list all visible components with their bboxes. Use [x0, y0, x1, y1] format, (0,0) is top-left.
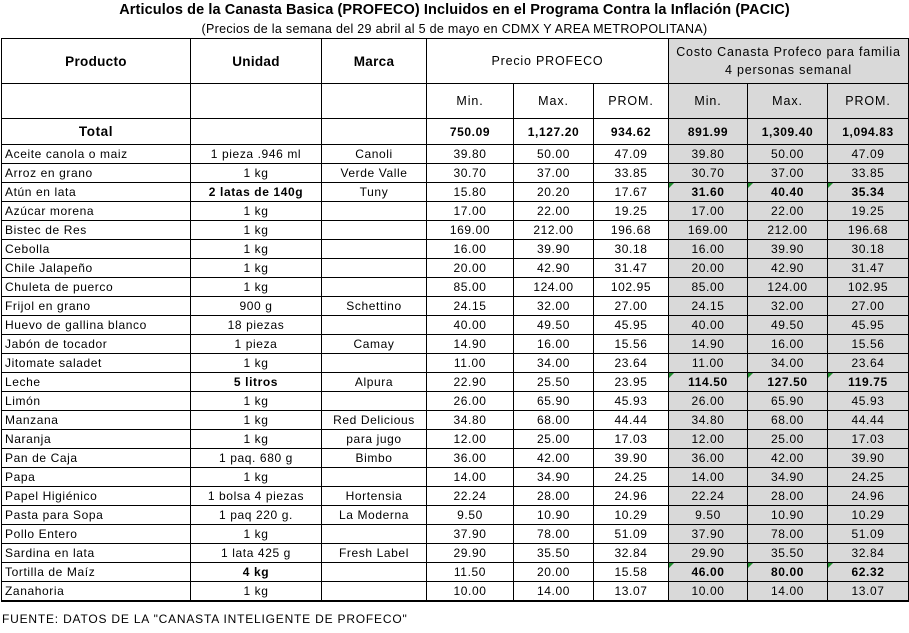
cell-precio-min: 20.00	[427, 259, 514, 278]
table-row	[2, 373, 909, 392]
cell-unidad: 1 lata 425 g	[191, 544, 322, 563]
cell-costo-max: 42.00	[748, 449, 828, 468]
cell-marca	[322, 582, 427, 602]
cell-costo-prom: 119.75	[828, 373, 909, 392]
cell-unidad: 18 piezas	[191, 316, 322, 335]
cell-unidad: 1 pieza .946 ml	[191, 145, 322, 164]
cell-producto: Manzana	[2, 411, 191, 430]
cell-costo-max: 49.50	[748, 316, 828, 335]
cell-costo-min: 12.00	[669, 430, 748, 449]
cell-producto: Zanahoria	[2, 582, 191, 602]
cell-precio-min: 22.90	[427, 373, 514, 392]
cell-precio-min: 29.90	[427, 544, 514, 563]
cell-producto: Arroz en grano	[2, 164, 191, 183]
cell-precio-prom: 23.95	[594, 373, 669, 392]
cell-costo-min: 20.00	[669, 259, 748, 278]
header-costo-canasta: Costo Canasta Profeco para familia 4 personas semanal	[669, 39, 909, 84]
total-label: Total	[2, 119, 191, 145]
cell-costo-min: 17.00	[669, 202, 748, 221]
cell-precio-prom: 32.84	[594, 544, 669, 563]
cell-costo-min: 29.90	[669, 544, 748, 563]
cell-precio-max: 124.00	[514, 278, 594, 297]
cell-precio-max: 14.00	[514, 582, 594, 602]
cell-precio-prom: 39.90	[594, 449, 669, 468]
cell-marca: Hortensia	[322, 487, 427, 506]
cell-unidad: 1 kg	[191, 354, 322, 373]
cell-costo-min: 9.50	[669, 506, 748, 525]
cell-costo-max: 127.50	[748, 373, 828, 392]
cell-costo-prom: 45.93	[828, 392, 909, 411]
cell-costo-min: 10.00	[669, 582, 748, 602]
cell-precio-min: 11.00	[427, 354, 514, 373]
table-row	[2, 563, 909, 582]
table-row	[2, 430, 909, 449]
cell-costo-max: 50.00	[748, 145, 828, 164]
cell-costo-prom: 44.44	[828, 411, 909, 430]
cell-costo-prom: 19.25	[828, 202, 909, 221]
cell-unidad: 1 kg	[191, 430, 322, 449]
cell-costo-prom: 24.96	[828, 487, 909, 506]
cell-precio-max: 32.00	[514, 297, 594, 316]
cell-precio-max: 50.00	[514, 145, 594, 164]
cell-costo-min: 26.00	[669, 392, 748, 411]
cell-precio-max: 25.50	[514, 373, 594, 392]
cell-precio-max: 16.00	[514, 335, 594, 354]
cell-costo-max: 16.00	[748, 335, 828, 354]
cell-costo-prom: 32.84	[828, 544, 909, 563]
cell-producto: Bistec de Res	[2, 221, 191, 240]
cell-costo-prom: 24.25	[828, 468, 909, 487]
subheader-precio-prom: PROM.	[594, 84, 669, 119]
total-precio-prom: 934.62	[594, 119, 669, 145]
cell-costo-min: 40.00	[669, 316, 748, 335]
cell-precio-min: 39.80	[427, 145, 514, 164]
cell-unidad: 5 litros	[191, 373, 322, 392]
cell-costo-min: 22.24	[669, 487, 748, 506]
cell-precio-prom: 19.25	[594, 202, 669, 221]
cell-marca	[322, 259, 427, 278]
cell-marca	[322, 392, 427, 411]
cell-unidad: 1 kg	[191, 468, 322, 487]
cell-marca	[322, 316, 427, 335]
table-row	[2, 316, 909, 335]
table-row	[2, 164, 909, 183]
table-row	[2, 335, 909, 354]
cell-costo-min: 31.60	[669, 183, 748, 202]
cell-costo-prom: 45.95	[828, 316, 909, 335]
cell-precio-prom: 15.58	[594, 563, 669, 582]
cell-unidad: 1 kg	[191, 278, 322, 297]
cell-marca	[322, 202, 427, 221]
cell-precio-min: 15.80	[427, 183, 514, 202]
cell-precio-max: 34.90	[514, 468, 594, 487]
cell-costo-prom: 27.00	[828, 297, 909, 316]
cell-precio-min: 26.00	[427, 392, 514, 411]
cell-costo-prom: 102.95	[828, 278, 909, 297]
cell-precio-prom: 15.56	[594, 335, 669, 354]
cell-precio-min: 14.00	[427, 468, 514, 487]
cell-costo-max: 28.00	[748, 487, 828, 506]
table-row	[2, 392, 909, 411]
cell-precio-min: 14.90	[427, 335, 514, 354]
cell-unidad: 1 pieza	[191, 335, 322, 354]
cell-producto: Pasta para Sopa	[2, 506, 191, 525]
cell-costo-max: 42.90	[748, 259, 828, 278]
cell-producto: Pollo Entero	[2, 525, 191, 544]
total-row	[2, 119, 909, 145]
cell-costo-prom: 30.18	[828, 240, 909, 259]
cell-precio-max: 20.20	[514, 183, 594, 202]
cell-precio-prom: 13.07	[594, 582, 669, 602]
cell-unidad: 1 kg	[191, 392, 322, 411]
cell-producto: Leche	[2, 373, 191, 392]
cell-precio-prom: 45.95	[594, 316, 669, 335]
cell-producto: Papa	[2, 468, 191, 487]
table-row	[2, 259, 909, 278]
cell-marca: Bimbo	[322, 449, 427, 468]
table-row	[2, 449, 909, 468]
cell-precio-max: 49.50	[514, 316, 594, 335]
cell-precio-max: 35.50	[514, 544, 594, 563]
table-row	[2, 506, 909, 525]
cell-precio-prom: 23.64	[594, 354, 669, 373]
cell-costo-max: 80.00	[748, 563, 828, 582]
cell-precio-max: 39.90	[514, 240, 594, 259]
cell-costo-prom: 47.09	[828, 145, 909, 164]
cell-costo-min: 16.00	[669, 240, 748, 259]
cell-producto: Papel Higiénico	[2, 487, 191, 506]
cell-precio-prom: 196.68	[594, 221, 669, 240]
cell-marca	[322, 563, 427, 582]
header-precio-profeco: Precio PROFECO	[427, 39, 669, 84]
cell-unidad: 1 kg	[191, 240, 322, 259]
subheader-costo-prom: PROM.	[828, 84, 909, 119]
cell-marca: Schettino	[322, 297, 427, 316]
cell-precio-max: 28.00	[514, 487, 594, 506]
cell-marca	[322, 278, 427, 297]
cell-costo-min: 14.00	[669, 468, 748, 487]
cell-costo-prom: 39.90	[828, 449, 909, 468]
total-costo-min: 891.99	[669, 119, 748, 145]
cell-producto: Limón	[2, 392, 191, 411]
cell-costo-max: 32.00	[748, 297, 828, 316]
cell-unidad: 1 kg	[191, 259, 322, 278]
cell-unidad: 4 kg	[191, 563, 322, 582]
subheader-costo-min: Min.	[669, 84, 748, 119]
table-row	[2, 582, 909, 602]
cell-precio-max: 10.90	[514, 506, 594, 525]
cell-precio-min: 9.50	[427, 506, 514, 525]
cell-marca: La Moderna	[322, 506, 427, 525]
cell-marca: Camay	[322, 335, 427, 354]
cell-costo-max: 212.00	[748, 221, 828, 240]
cell-unidad: 2 latas de 140g	[191, 183, 322, 202]
cell-marca: Red Delicious	[322, 411, 427, 430]
cell-unidad: 1 kg	[191, 164, 322, 183]
cell-unidad: 1 paq 220 g.	[191, 506, 322, 525]
cell-producto: Chile Jalapeño	[2, 259, 191, 278]
cell-precio-min: 34.80	[427, 411, 514, 430]
cell-producto: Azúcar morena	[2, 202, 191, 221]
subheader-row	[2, 84, 909, 119]
cell-precio-prom: 10.29	[594, 506, 669, 525]
table-row	[2, 468, 909, 487]
cell-producto: Frijol en grano	[2, 297, 191, 316]
table-row	[2, 487, 909, 506]
cell-marca: Fresh Label	[322, 544, 427, 563]
table-row	[2, 297, 909, 316]
cell-precio-min: 24.15	[427, 297, 514, 316]
total-precio-max: 1,127.20	[514, 119, 594, 145]
cell-costo-max: 65.90	[748, 392, 828, 411]
cell-costo-prom: 35.34	[828, 183, 909, 202]
cell-unidad: 900 g	[191, 297, 322, 316]
table-row	[2, 354, 909, 373]
cell-precio-min: 40.00	[427, 316, 514, 335]
cell-costo-min: 11.00	[669, 354, 748, 373]
cell-unidad: 1 bolsa 4 piezas	[191, 487, 322, 506]
price-table	[1, 38, 909, 602]
cell-costo-prom: 13.07	[828, 582, 909, 602]
cell-costo-prom: 196.68	[828, 221, 909, 240]
table-row	[2, 278, 909, 297]
cell-unidad: 1 kg	[191, 202, 322, 221]
cell-costo-max: 22.00	[748, 202, 828, 221]
cell-marca	[322, 468, 427, 487]
cell-precio-max: 78.00	[514, 525, 594, 544]
cell-precio-prom: 44.44	[594, 411, 669, 430]
cell-marca: para jugo	[322, 430, 427, 449]
page-title: Articulos de la Canasta Basica (PROFECO) Incluidos en el Programa Contra la Inflación (PACIC)	[119, 2, 790, 18]
cell-costo-max: 124.00	[748, 278, 828, 297]
source-note: FUENTE: DATOS DE LA "CANASTA INTELIGENTE DE PROFECO"	[2, 612, 408, 626]
cell-precio-max: 68.00	[514, 411, 594, 430]
cell-marca: Verde Valle	[322, 164, 427, 183]
cell-producto: Aceite canola o maiz	[2, 145, 191, 164]
cell-marca	[322, 354, 427, 373]
subheader-blank	[2, 84, 191, 119]
cell-costo-min: 37.90	[669, 525, 748, 544]
subheader-costo-max: Max.	[748, 84, 828, 119]
cell-precio-min: 11.50	[427, 563, 514, 582]
cell-precio-max: 22.00	[514, 202, 594, 221]
cell-precio-prom: 17.67	[594, 183, 669, 202]
cell-precio-max: 42.90	[514, 259, 594, 278]
cell-precio-min: 85.00	[427, 278, 514, 297]
cell-producto: Pan de Caja	[2, 449, 191, 468]
cell-marca: Tuny	[322, 183, 427, 202]
cell-precio-prom: 24.25	[594, 468, 669, 487]
cell-costo-min: 169.00	[669, 221, 748, 240]
total-blank	[322, 119, 427, 145]
cell-precio-prom: 31.47	[594, 259, 669, 278]
cell-precio-max: 42.00	[514, 449, 594, 468]
total-costo-max: 1,309.40	[748, 119, 828, 145]
cell-precio-min: 37.90	[427, 525, 514, 544]
cell-costo-prom: 15.56	[828, 335, 909, 354]
cell-producto: Sardina en lata	[2, 544, 191, 563]
page-subtitle: (Precios de la semana del 29 abril al 5 de mayo en CDMX Y AREA METROPOLITANA)	[201, 22, 708, 36]
cell-unidad: 1 kg	[191, 221, 322, 240]
header-marca: Marca	[322, 39, 427, 84]
cell-costo-max: 39.90	[748, 240, 828, 259]
subheader-blank	[322, 84, 427, 119]
cell-precio-prom: 30.18	[594, 240, 669, 259]
header-row	[2, 39, 909, 84]
cell-precio-min: 16.00	[427, 240, 514, 259]
cell-costo-max: 78.00	[748, 525, 828, 544]
cell-costo-max: 35.50	[748, 544, 828, 563]
cell-precio-prom: 47.09	[594, 145, 669, 164]
cell-costo-prom: 23.64	[828, 354, 909, 373]
cell-costo-prom: 51.09	[828, 525, 909, 544]
cell-precio-min: 36.00	[427, 449, 514, 468]
cell-costo-min: 24.15	[669, 297, 748, 316]
cell-marca	[322, 240, 427, 259]
cell-precio-min: 169.00	[427, 221, 514, 240]
cell-precio-min: 17.00	[427, 202, 514, 221]
cell-costo-min: 39.80	[669, 145, 748, 164]
subheader-precio-min: Min.	[427, 84, 514, 119]
table-row	[2, 525, 909, 544]
cell-precio-prom: 24.96	[594, 487, 669, 506]
table-row	[2, 183, 909, 202]
total-blank	[191, 119, 322, 145]
cell-producto: Cebolla	[2, 240, 191, 259]
cell-costo-prom: 62.32	[828, 563, 909, 582]
cell-precio-prom: 45.93	[594, 392, 669, 411]
subheader-precio-max: Max.	[514, 84, 594, 119]
cell-producto: Tortilla de Maíz	[2, 563, 191, 582]
cell-producto: Jitomate saladet	[2, 354, 191, 373]
cell-costo-min: 30.70	[669, 164, 748, 183]
cell-costo-min: 114.50	[669, 373, 748, 392]
cell-producto: Jabón de tocador	[2, 335, 191, 354]
cell-producto: Chuleta de puerco	[2, 278, 191, 297]
cell-costo-max: 25.00	[748, 430, 828, 449]
cell-costo-prom: 33.85	[828, 164, 909, 183]
cell-producto: Atún en lata	[2, 183, 191, 202]
cell-unidad: 1 kg	[191, 525, 322, 544]
table-row	[2, 145, 909, 164]
cell-costo-max: 10.90	[748, 506, 828, 525]
cell-costo-max: 68.00	[748, 411, 828, 430]
cell-precio-min: 22.24	[427, 487, 514, 506]
cell-precio-min: 30.70	[427, 164, 514, 183]
cell-precio-min: 10.00	[427, 582, 514, 602]
cell-producto: Huevo de gallina blanco	[2, 316, 191, 335]
total-precio-min: 750.09	[427, 119, 514, 145]
subheader-blank	[191, 84, 322, 119]
cell-precio-prom: 33.85	[594, 164, 669, 183]
cell-costo-prom: 10.29	[828, 506, 909, 525]
cell-costo-max: 37.00	[748, 164, 828, 183]
cell-producto: Naranja	[2, 430, 191, 449]
cell-marca: Canoli	[322, 145, 427, 164]
cell-marca: Alpura	[322, 373, 427, 392]
cell-precio-prom: 102.95	[594, 278, 669, 297]
cell-precio-max: 25.00	[514, 430, 594, 449]
cell-costo-max: 40.40	[748, 183, 828, 202]
cell-precio-prom: 27.00	[594, 297, 669, 316]
table-row	[2, 202, 909, 221]
cell-precio-max: 34.00	[514, 354, 594, 373]
header-unidad: Unidad	[191, 39, 322, 84]
cell-marca	[322, 525, 427, 544]
table-row	[2, 240, 909, 259]
cell-costo-max: 34.90	[748, 468, 828, 487]
cell-precio-max: 65.90	[514, 392, 594, 411]
cell-costo-min: 36.00	[669, 449, 748, 468]
cell-marca	[322, 221, 427, 240]
table-row	[2, 544, 909, 563]
cell-precio-min: 12.00	[427, 430, 514, 449]
total-costo-prom: 1,094.83	[828, 119, 909, 145]
cell-costo-max: 14.00	[748, 582, 828, 602]
cell-costo-min: 85.00	[669, 278, 748, 297]
cell-precio-prom: 17.03	[594, 430, 669, 449]
table-row	[2, 221, 909, 240]
cell-unidad: 1 paq. 680 g	[191, 449, 322, 468]
header-producto: Producto	[2, 39, 191, 84]
cell-unidad: 1 kg	[191, 411, 322, 430]
cell-unidad: 1 kg	[191, 582, 322, 602]
cell-costo-min: 14.90	[669, 335, 748, 354]
cell-precio-prom: 51.09	[594, 525, 669, 544]
cell-precio-max: 20.00	[514, 563, 594, 582]
cell-costo-min: 46.00	[669, 563, 748, 582]
cell-precio-max: 212.00	[514, 221, 594, 240]
cell-costo-prom: 17.03	[828, 430, 909, 449]
cell-costo-min: 34.80	[669, 411, 748, 430]
cell-costo-max: 34.00	[748, 354, 828, 373]
table-row	[2, 411, 909, 430]
cell-costo-prom: 31.47	[828, 259, 909, 278]
cell-precio-max: 37.00	[514, 164, 594, 183]
